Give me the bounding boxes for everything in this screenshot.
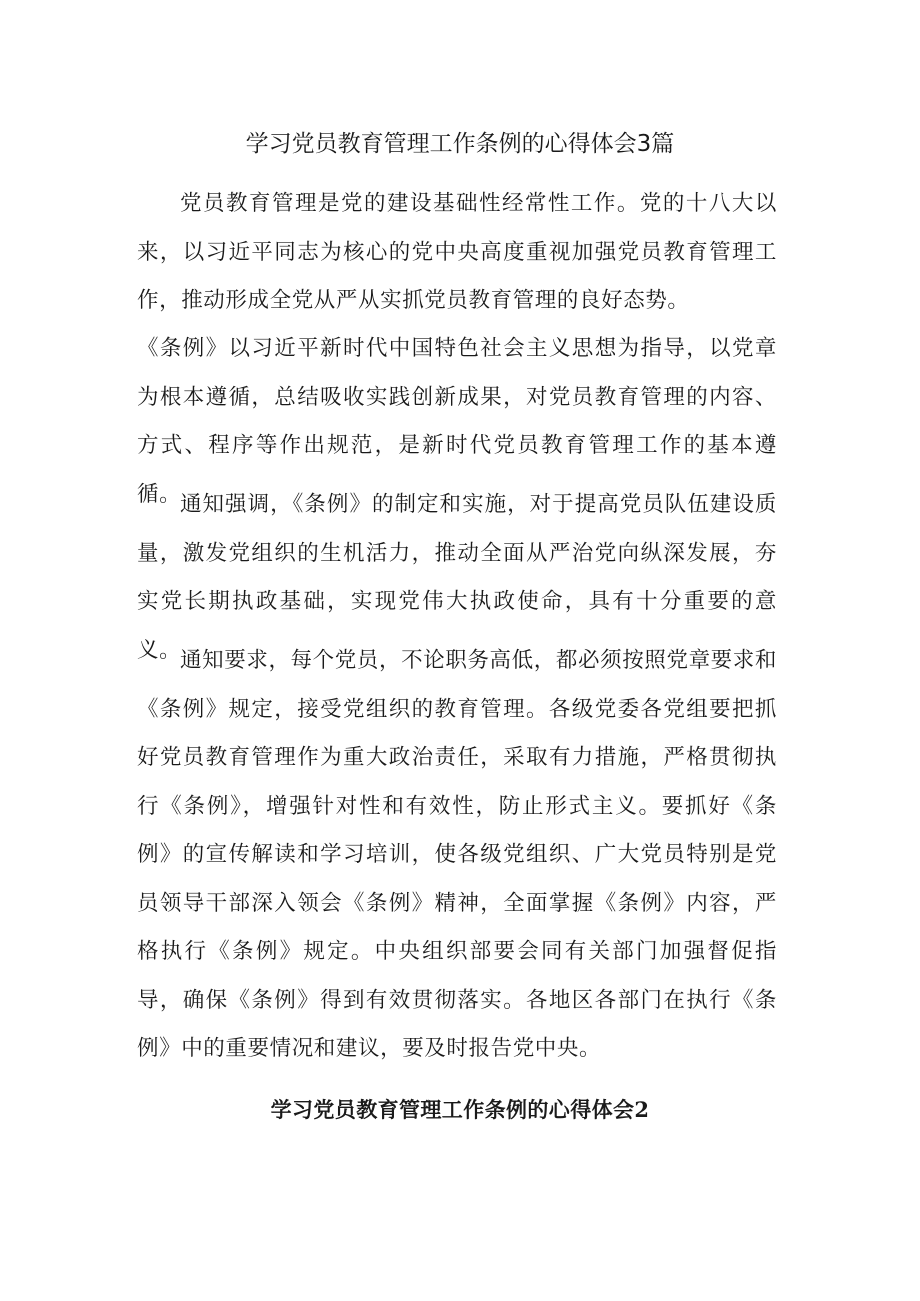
paragraph-2: 《条例》以习近平新时代中国特色社会主义思想为指导，以党章为根本遵循，总结吸收实践创新成果，对党员教育管理的内容、方式、程序等作出规范，是新时代党员教育管理工作的基本遵循。 (137, 336, 777, 507)
section-subtitle: 学习党员教育管理工作条例的心得体会2 (270, 1097, 650, 1122)
paragraph-4: 通知要求，每个党员，不论职务高低，都必须按照党章要求和《条例》规定，接受党组织的教育管理。各级党委各党组要把抓好党员教育管理作为重大政治责任，采取有力措施，严格贯彻执行《条例》，增强针对性和有效性，防止形式主义。要抓好《条例》的宣传解读和学习培训，使各级党组织、广大党员特别是党员领导干部深入领会《条例》精神，全面掌握《条例》内容，严格执行《条例》规定。中央组织部要会同有关部门加强督促指导，确保《条例》得到有效贯彻落实。各地区各部门在执行《条例》中的重要情况和建议，要及时报告党中央。 (137, 648, 777, 1061)
paragraph-3: 通知强调，《条例》的制定和实施，对于提高党员队伍建设质量，激发党组织的生机活力，推动全面从严治党向纵深发展，夯实党长期执政基础，实现党伟大执政使命，具有十分重要的意义。 (137, 492, 777, 663)
paragraph-1: 党员教育管理是党的建设基础性经常性工作。党的十八大以来，以习近平同志为核心的党中央高度重视加强党员教育管理工作，推动形成全党从严从实抓党员教育管理的良好态势。 (137, 191, 777, 313)
document-title: 学习党员教育管理工作条例的心得体会3篇 (245, 131, 675, 157)
